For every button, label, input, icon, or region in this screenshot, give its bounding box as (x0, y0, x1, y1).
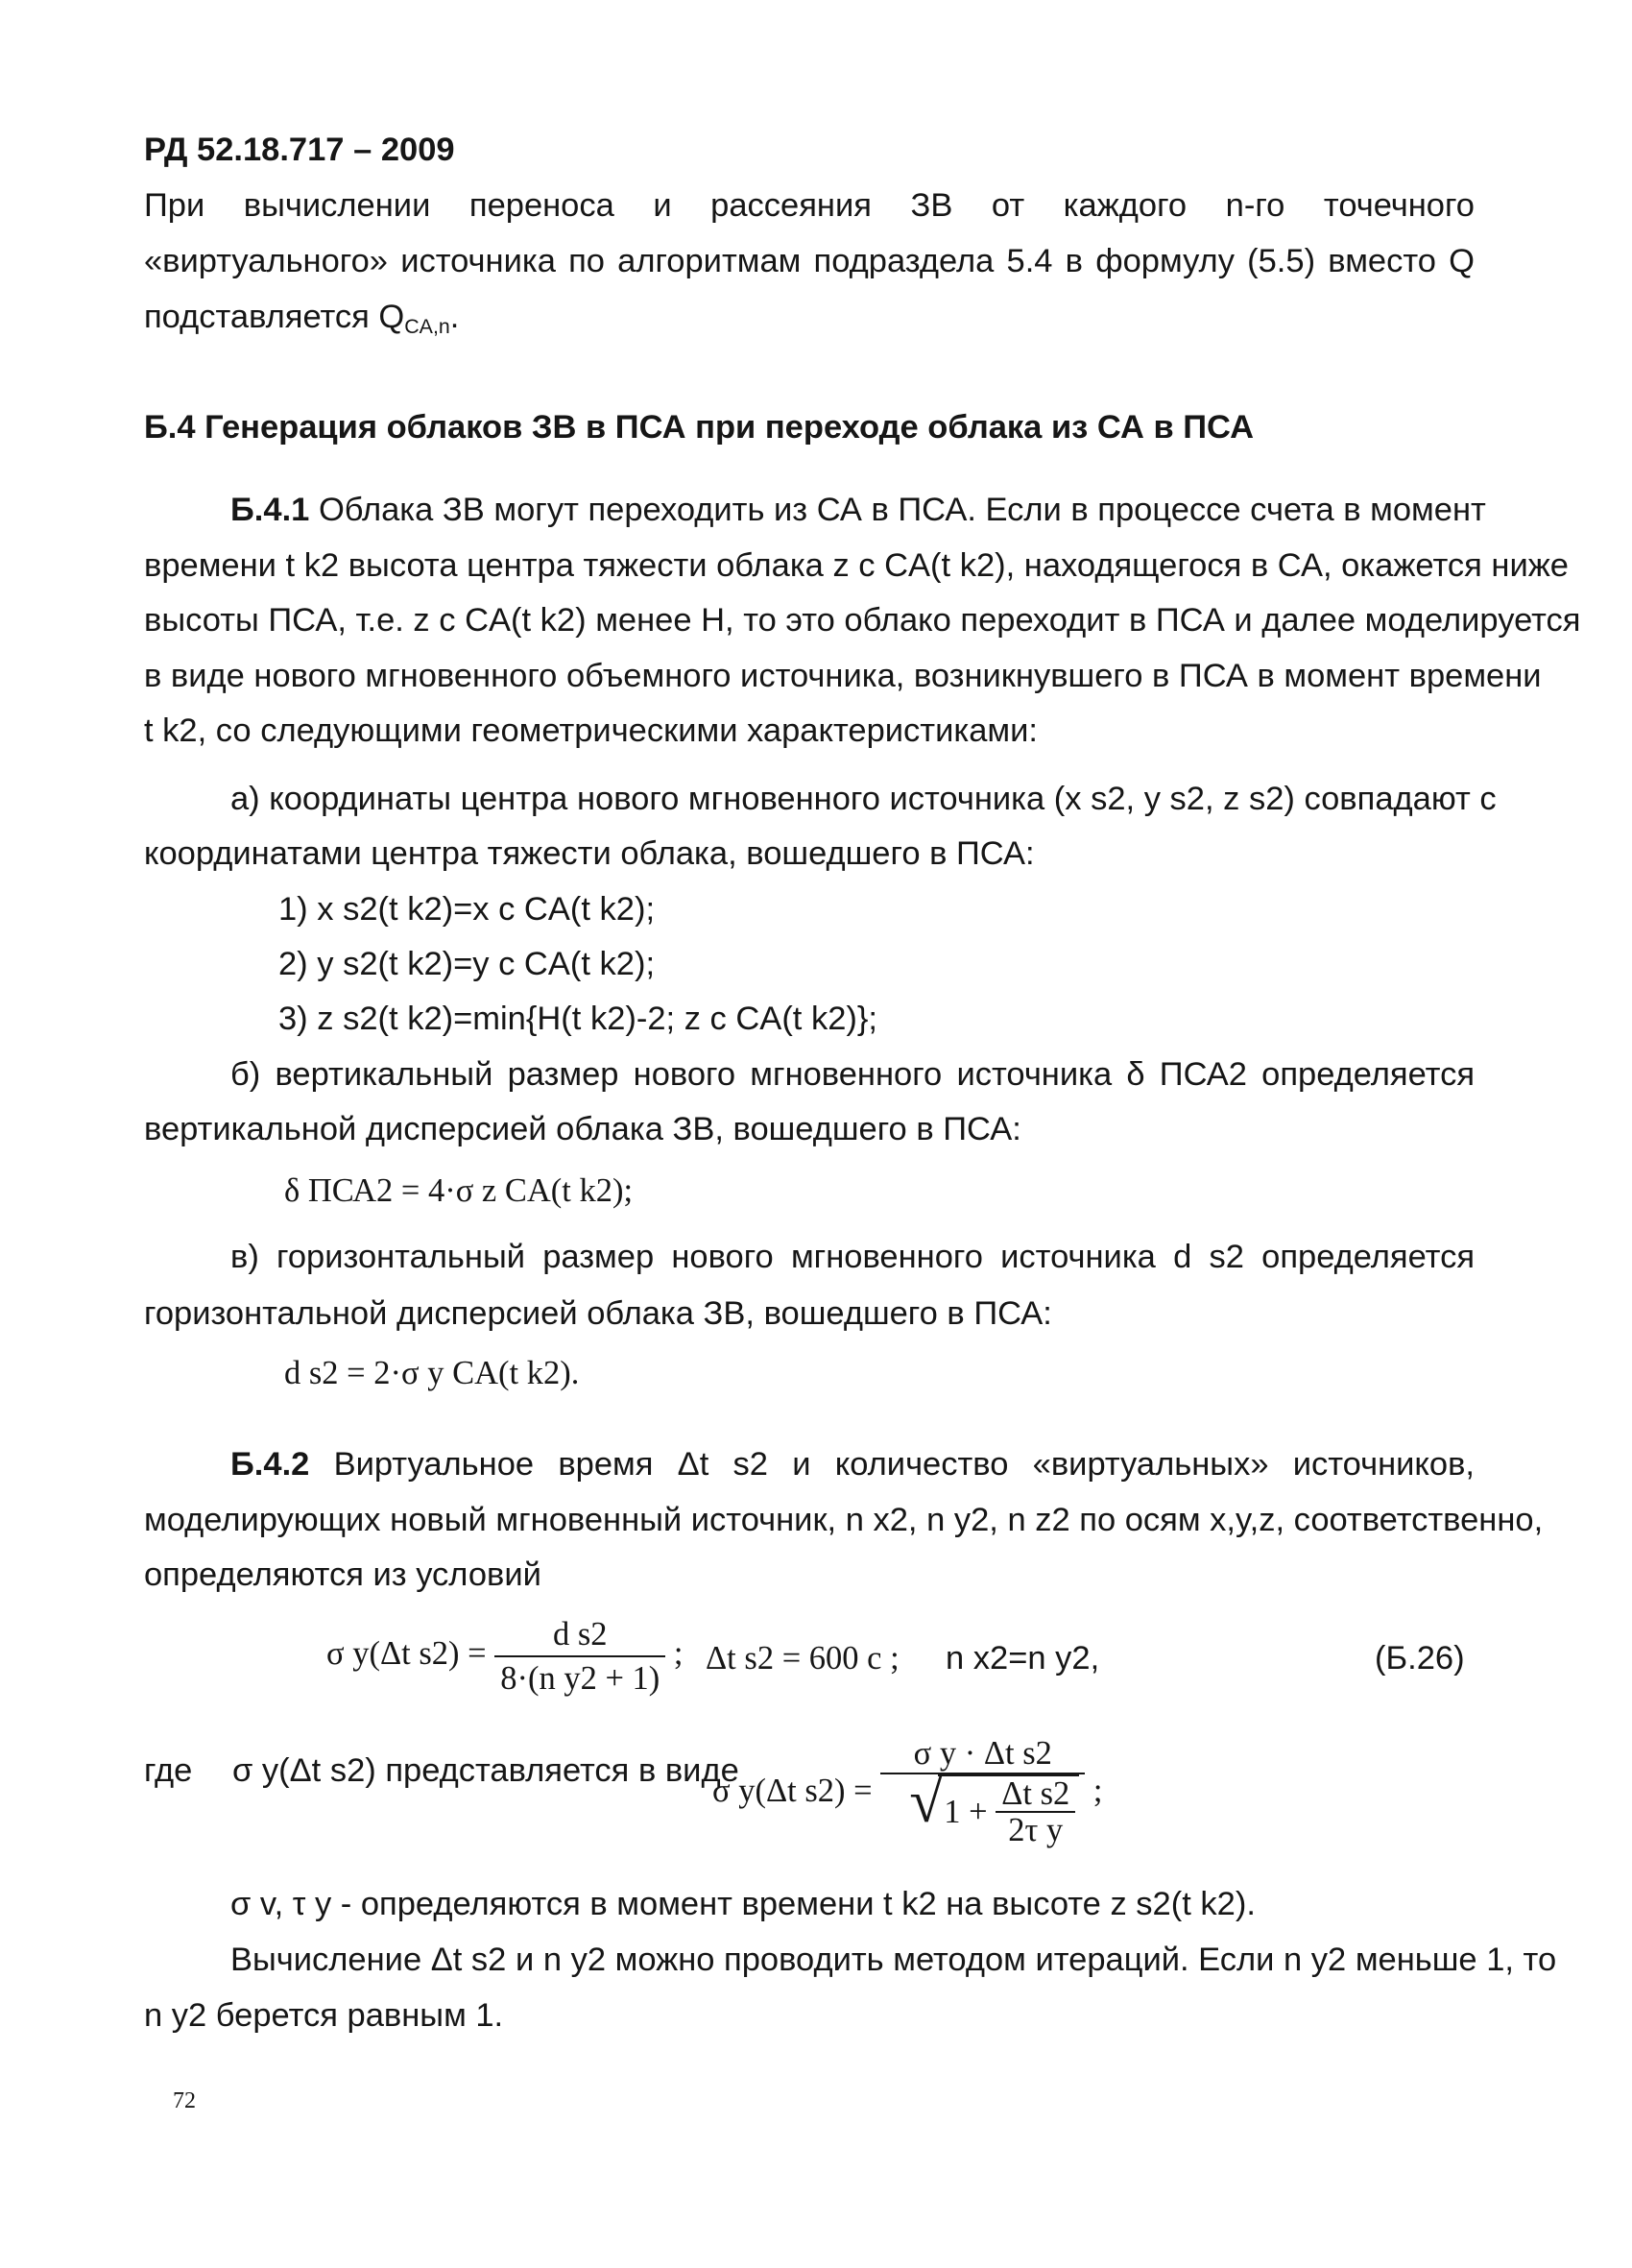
where-formula (712, 1734, 1103, 1847)
item-a-line-2: координатами центра тяжести облака, вошедшего в ПСА: (144, 835, 1035, 872)
item-a-line-1: а) координаты центра нового мгновенного источника (x s2, y s2, z s2) совпадают с (230, 781, 1497, 817)
intro-line-2: «виртуального» источника по алгоритмам подраздела 5.4 в формулу (5.5) вместо Q (144, 243, 1475, 279)
eq26-label: (Б.26) (1375, 1640, 1465, 1677)
where-fraction (880, 1734, 1085, 1847)
eq26-separator: ; (673, 1634, 684, 1672)
where-sqrt (938, 1774, 1079, 1847)
p41-line-1 (230, 483, 1486, 538)
item-c-formula: d s2 = 2·σ y CA(t k2). (284, 1355, 580, 1391)
section-title: Б.4 Генерация облаков ЗВ в ПСА при переходе облака из СА в ПСА (144, 409, 1255, 446)
intro-line-3 (144, 290, 459, 345)
p41-line-1-text: Облака ЗВ могут переходить из СА в ПСА. Если в процессе счета в момент (318, 492, 1486, 528)
after-line-3: n y2 берется равным 1. (144, 1997, 504, 2034)
p42-line-1 (230, 1437, 1475, 1492)
after-line-2: Вычисление Δt s2 и n y2 можно проводить методом итераций. Если n y2 меньше 1, то (230, 1942, 1557, 1978)
item-b-line-2: вертикальной дисперсией облака ЗВ, вошедшего в ПСА: (144, 1111, 1021, 1147)
eq26-fraction (494, 1613, 665, 1700)
where-lhs: σ y(Δt s2) = (712, 1773, 873, 1809)
p41-line-3: высоты ПСА, т.е. z c CA(t k2) менее H, то это облако переходит в ПСА и далее моделируется (144, 602, 1581, 639)
item-c-line-2: горизонтальной дисперсией облака ЗВ, вошедшего в ПСА: (144, 1295, 1052, 1332)
intro-line-1: При вычислении переноса и рассеяния ЗВ от каждого n-го точечного (144, 187, 1475, 224)
where-denominator (880, 1774, 1085, 1847)
where-inner-fraction (996, 1776, 1075, 1847)
where-numerator: σ y · Δt s2 (880, 1734, 1085, 1774)
after-line-1: σ v, τ y - определяются в момент времени t k2 на высоте z s2(t k2). (230, 1886, 1256, 1922)
eq26-denominator: 8·(n y2 + 1) (500, 1660, 660, 1697)
page-number: 72 (173, 2088, 196, 2113)
equation-b26 (326, 1613, 684, 1700)
intro-line-3-sub: CA,n (404, 315, 450, 338)
item-a-formula-1: 1) x s2(t k2)=x c CA(t k2); (278, 891, 656, 928)
intro-line-3-text: подставляется Q (144, 299, 405, 335)
p42-line-3: определяются из условий (144, 1556, 541, 1593)
eq26-lhs: σ y(Δt s2) = (326, 1634, 487, 1672)
p42-line-1-text: Виртуальное время Δt s2 и количество «виртуальных» источников, (333, 1446, 1475, 1483)
p41-line-2: времени t k2 высота центра тяжести облака z c CA(t k2), находящегося в СА, окажется ниже (144, 547, 1569, 584)
where-den-one: 1 + (944, 1794, 988, 1830)
item-b-formula: δ ПСА2 = 4·σ z CA(t k2); (284, 1172, 634, 1209)
page-header: РД 52.18.717 – 2009 (144, 132, 455, 168)
where-text: σ y(Δt s2) представляется в виде (232, 1752, 739, 1789)
item-b-line-1: б) вертикальный размер нового мгновенного источника δ ПСА2 определяется (230, 1056, 1475, 1093)
eq26-right: n x2=n y2, (946, 1640, 1100, 1677)
where-word: где (144, 1752, 193, 1789)
p42-number: Б.4.2 (230, 1446, 310, 1483)
where-end: ; (1092, 1773, 1103, 1809)
p41-line-4: в виде нового мгновенного объемного источника, возникнувшего в ПСА в момент времени (144, 658, 1542, 694)
intro-line-3-end: . (449, 299, 460, 335)
item-a-formula-3: 3) z s2(t k2)=min{H(t k2)-2; z c CA(t k2)}; (278, 1001, 878, 1037)
item-c-line-1: в) горизонтальный размер нового мгновенного источника d s2 определяется (230, 1239, 1475, 1275)
p42-line-2: моделирующих новый мгновенный источник, n x2, n y2, n z2 по осям x,y,z, соответственно, (144, 1502, 1544, 1538)
where-inner-numerator: Δt s2 (996, 1776, 1075, 1813)
p41-number: Б.4.1 (230, 492, 310, 528)
eq26-numerator: d s2 (494, 1613, 665, 1657)
item-a-formula-2: 2) y s2(t k2)=y c CA(t k2); (278, 946, 656, 982)
p41-line-5: t k2, со следующими геометрическими характеристиками: (144, 712, 1038, 749)
where-inner-denominator: 2τ y (1008, 1812, 1064, 1848)
eq26-mid: Δt s2 = 600 с ; (706, 1640, 900, 1677)
